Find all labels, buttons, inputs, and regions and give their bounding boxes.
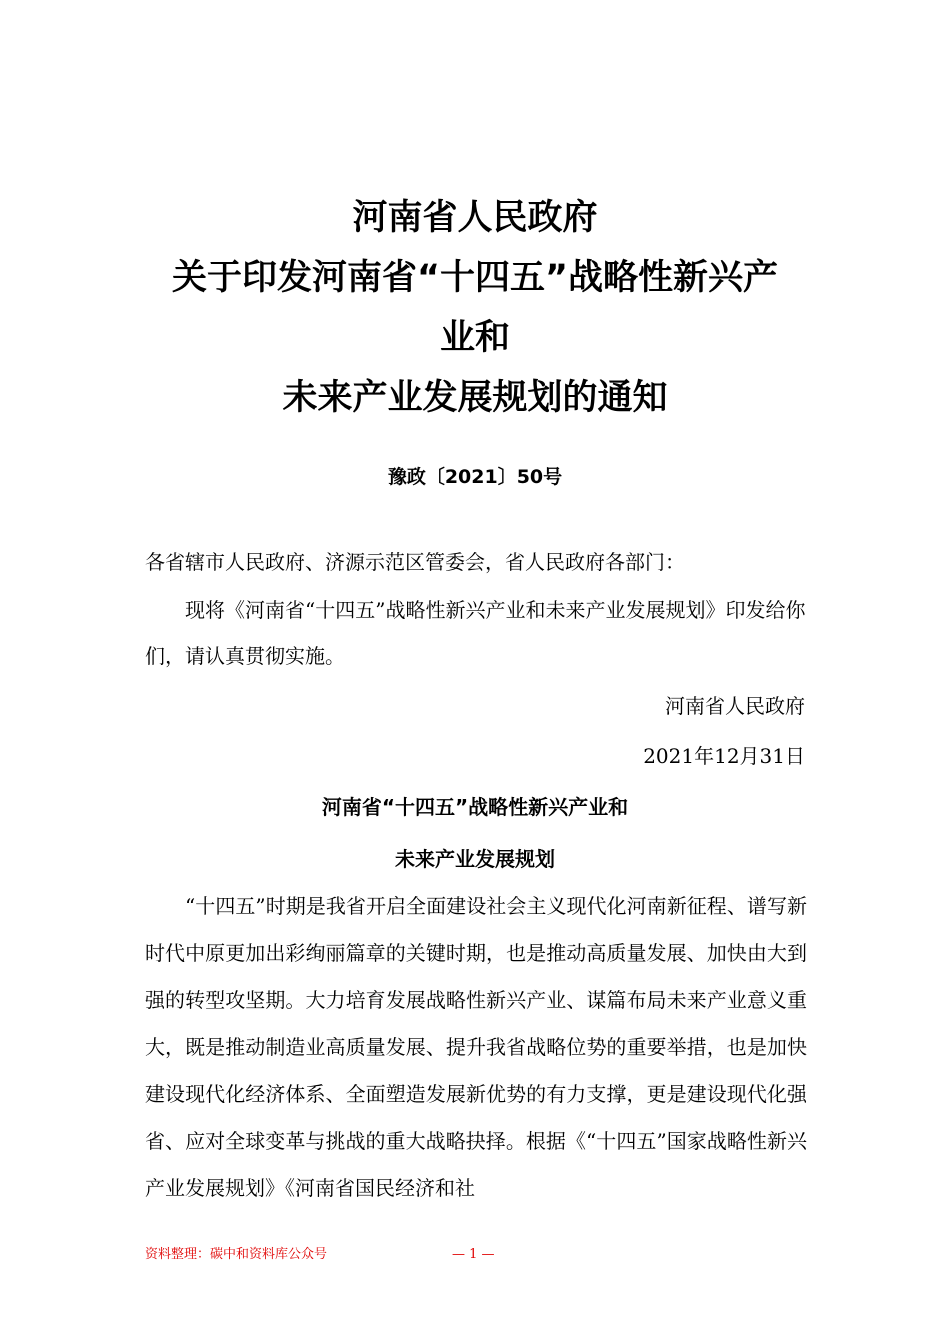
plan-title-line-1: 河南省“十四五”战略性新兴产业和 — [321, 795, 629, 819]
document-title — [145, 188, 805, 428]
title-line-1: 河南省人民政府 — [352, 198, 598, 238]
document-number: 豫政〔2021〕50号 — [387, 466, 563, 488]
title-line-2: 关于印发河南省“十四五”战略性新兴产 — [171, 258, 778, 298]
title-line-4: 未来产业发展规划的通知 — [282, 378, 668, 418]
plan-title-line-2: 未来产业发展规划 — [395, 847, 555, 871]
body-paragraph: “十四五”时期是我省开启全面建设社会主义现代化河南新征程、谱写新时代中原更加出彩绚丽篇章的关键时期，也是推动高质量发展、加快由大到强的转型攻坚期。大力培育发展战略性新兴产业、谋篇布局未来产业意义重大，既是推动制造业高质量发展、提升我省战略位势的重要举措，也是加快建设现代化经济体系、全面塑造发展新优势的有力支撑，更是建设现代化强省、应对全球变革与挑战的重大战略抉择。根据《“十四五”国家战略性新兴产业发展规划》《河南省国民经济和社 — [145, 894, 807, 1200]
salutation: 各省辖市人民政府、济源示范区管委会，省人民政府各部门： — [145, 550, 685, 574]
title-line-3: 业和 — [439, 318, 510, 358]
notice-paragraph: 现将《河南省“十四五”战略性新兴产业和未来产业发展规划》印发给你们，请认真贯彻实施。 — [145, 598, 806, 668]
sign-date: 2021年12月31日 — [643, 744, 805, 768]
footer-source: 资料整理：碳中和资料库公众号 — [145, 1247, 328, 1262]
signer: 河南省人民政府 — [665, 694, 805, 718]
page-number: — 1 — — [452, 1247, 495, 1262]
